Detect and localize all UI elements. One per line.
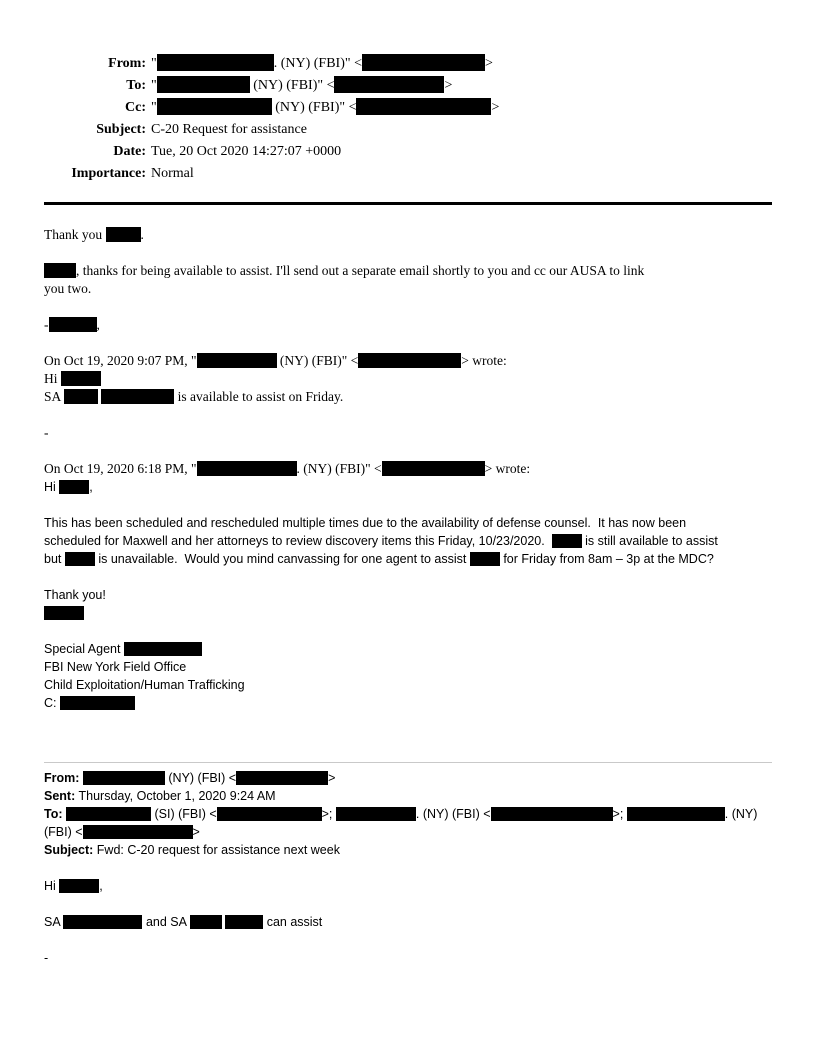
header-field-value: Tue, 20 Oct 2020 14:27:07 +0000 [151, 144, 342, 159]
email-body-sans [44, 478, 772, 712]
redaction-bar [197, 353, 277, 368]
text-line: , thanks for being available to assist. I'll send out a separate email shortly to you and cc our AUSA to link [44, 262, 772, 280]
text-line [44, 931, 772, 949]
text-line [44, 604, 772, 622]
redaction-bar [190, 915, 222, 929]
text-line: On Oct 19, 2020 9:07 PM, " (NY) (FBI)" < > wrote: [44, 353, 507, 368]
redaction-bar [157, 98, 272, 115]
text-line: Thank you . [44, 227, 144, 242]
header-divider-rule [44, 202, 772, 205]
field-label: Subject: [44, 843, 94, 857]
text-line [44, 496, 772, 514]
text-line [44, 859, 772, 877]
redaction-bar [101, 389, 174, 404]
text-line: SA is available to assist on Friday. [44, 389, 344, 404]
redaction-bar [197, 461, 297, 476]
text-line: To: (SI) (FBI) < >; . (NY) (FBI) < >; . (NY) [44, 807, 758, 821]
redaction-bar [60, 696, 135, 710]
redaction-bar [59, 879, 99, 893]
redaction-bar [236, 771, 328, 785]
text-line: SA and SA can assist [44, 915, 323, 929]
header-field-row [44, 163, 772, 185]
redaction-bar [491, 807, 613, 821]
text-line: scheduled for Maxwell and her attorneys to review discovery items this Friday, 10/23/2020. is still available to assist [44, 534, 718, 548]
redaction-bar [44, 263, 76, 278]
text-line: but is unavailable. Would you mind canvassing for one agent to assist for Friday from 8am – 3p at the MDC? [44, 552, 714, 566]
text-line: - [44, 425, 49, 440]
redaction-bar [334, 76, 444, 93]
header-field-row [44, 97, 772, 119]
redaction-bar [358, 353, 461, 368]
text-line: Subject: Fwd: C-20 request for assistance next week [44, 843, 340, 857]
text-line: C: [44, 694, 772, 712]
header-field-label: Importance: [71, 166, 146, 181]
redaction-bar [225, 915, 263, 929]
header-field-label: Cc: [125, 100, 146, 115]
redaction-bar [157, 76, 250, 93]
field-label: Sent: [44, 789, 76, 803]
text-line: - , [44, 317, 100, 332]
text-line [44, 244, 772, 262]
text-line [44, 622, 772, 640]
field-label: From: [44, 771, 80, 785]
header-field-value: " (NY) (FBI)" < > [151, 100, 500, 115]
redaction-bar [61, 371, 101, 386]
redaction-bar [83, 771, 165, 785]
header-field-row [44, 119, 772, 141]
header-field-label: Subject: [96, 122, 146, 137]
header-field-value: " . (NY) (FBI)" < > [151, 56, 493, 71]
text-line [44, 406, 772, 424]
text-line [44, 568, 772, 586]
redaction-bar [627, 807, 725, 821]
field-label: To: [44, 807, 63, 821]
text-line [44, 298, 772, 316]
text-line: This has been scheduled and rescheduled multiple times due to the availability of defense counsel. It has now been [44, 516, 687, 530]
text-line: Hi , [44, 480, 93, 494]
quoted-email-header [44, 769, 772, 859]
header-field-row [44, 141, 772, 163]
redaction-bar [106, 227, 141, 242]
header-field-label: Date: [113, 144, 146, 159]
header-field-row [44, 53, 772, 75]
header-field-row [44, 75, 772, 97]
quoted-email-body [44, 859, 772, 967]
redaction-bar [64, 389, 98, 404]
text-line: From: (NY) (FBI) < > [44, 771, 336, 785]
redaction-bar [470, 552, 500, 566]
text-line: Child Exploitation/Human Trafficking [44, 678, 245, 692]
text-line: Sent: Thursday, October 1, 2020 9:24 AM [44, 789, 276, 803]
redaction-bar [356, 98, 491, 115]
redaction-bar [49, 317, 97, 332]
redaction-bar [83, 825, 193, 839]
text-line: - [44, 951, 49, 965]
redaction-bar [217, 807, 322, 821]
header-field-value: " (NY) (FBI)" < > [151, 78, 453, 93]
redaction-bar [59, 480, 89, 494]
redaction-bar [65, 552, 95, 566]
text-line: Hi , [44, 879, 103, 893]
header-field-value: Normal [151, 166, 194, 181]
text-line [44, 895, 772, 913]
text-line: (FBI) < > [44, 825, 200, 839]
redaction-bar [66, 807, 151, 821]
redaction-bar [362, 54, 485, 71]
text-line: Special Agent [44, 640, 772, 658]
redaction-bar [63, 915, 142, 929]
header-field-value: C-20 Request for assistance [151, 122, 307, 137]
redaction-bar [44, 606, 84, 620]
redaction-bar [552, 534, 582, 548]
redaction-bar [124, 642, 202, 656]
redaction-bar [157, 54, 274, 71]
header-field-label: From: [108, 56, 146, 71]
text-line: you two. [44, 281, 92, 296]
redaction-bar [382, 461, 485, 476]
email-body-serif [44, 226, 772, 478]
text-line: FBI New York Field Office [44, 660, 187, 674]
redaction-bar [336, 807, 416, 821]
email-header-block [44, 53, 772, 185]
text-line [44, 334, 772, 352]
text-line: Thank you! [44, 588, 106, 602]
header-field-label: To: [126, 78, 146, 93]
text-line: On Oct 19, 2020 6:18 PM, " . (NY) (FBI)" < > wrote: [44, 461, 531, 476]
text-line: Hi [44, 370, 772, 388]
text-line [44, 442, 772, 460]
quoted-email-divider [44, 762, 772, 763]
